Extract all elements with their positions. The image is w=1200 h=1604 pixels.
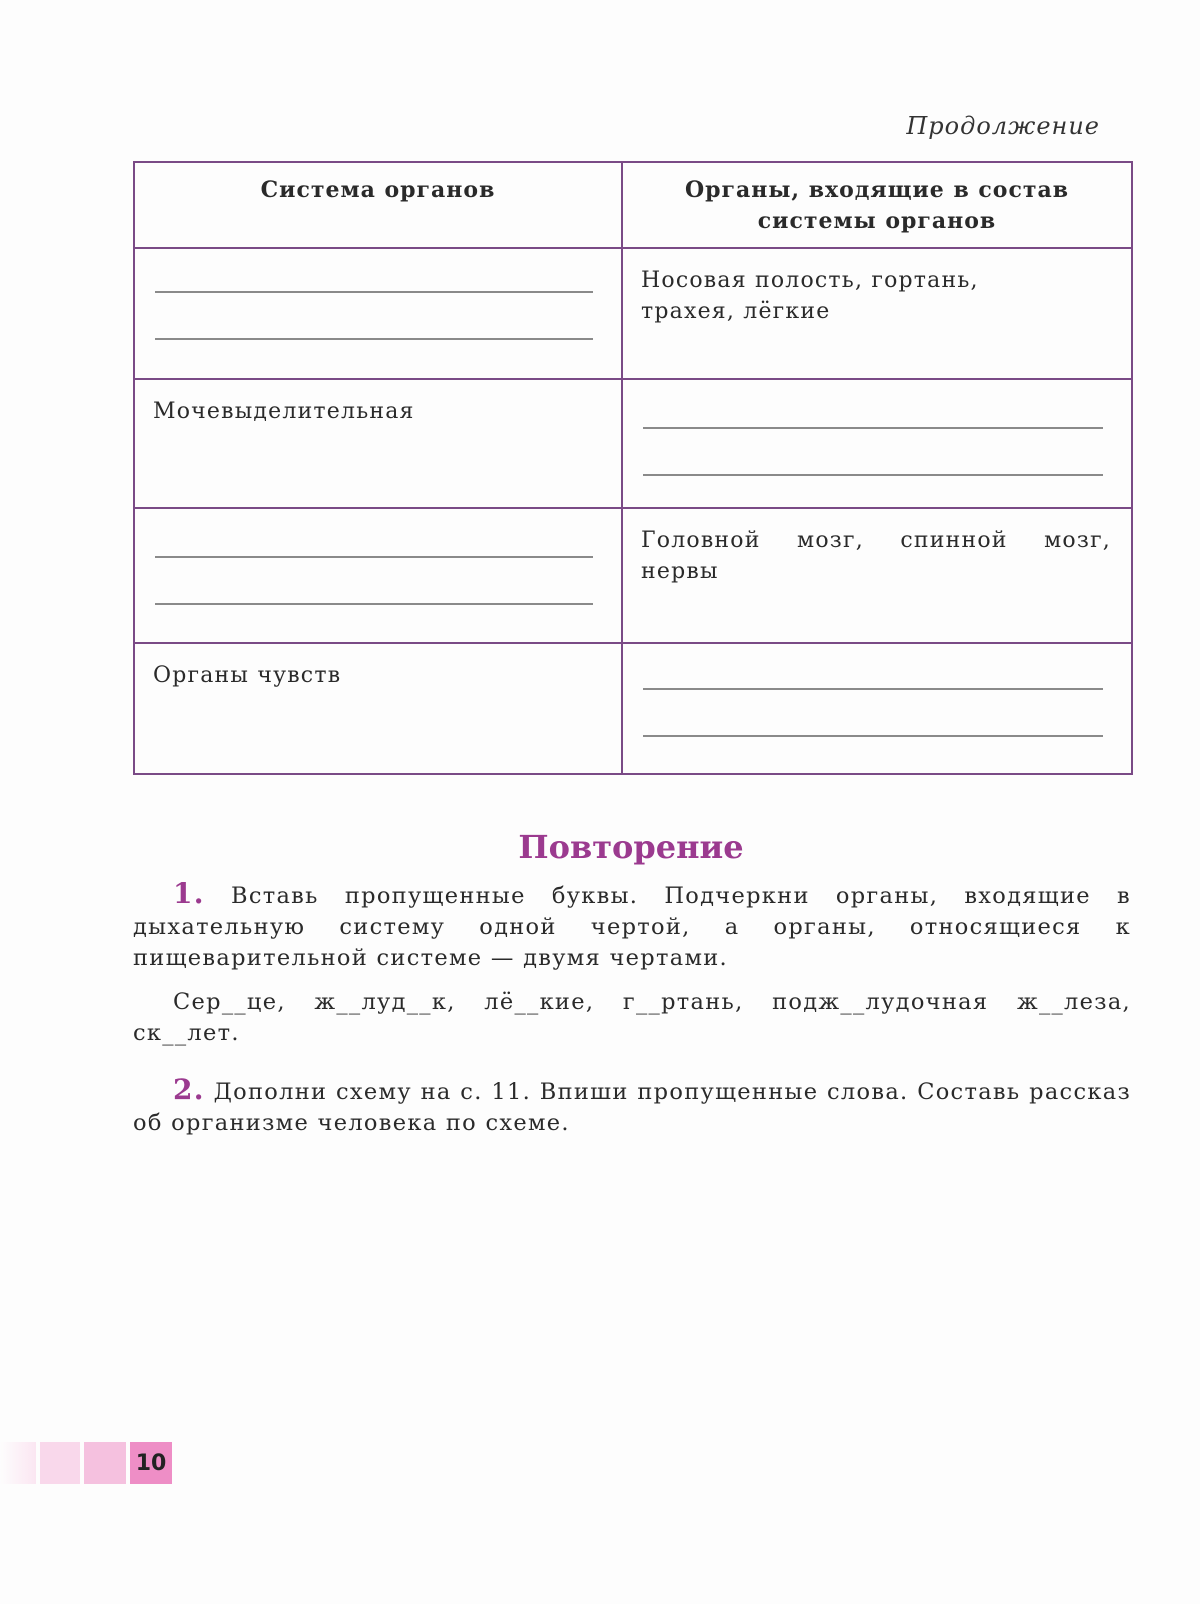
task-number: 1. bbox=[173, 877, 205, 910]
task-1-words: Сер__це, ж__луд__к, лё__кие, г__ртань, подж__лудочная ж__леза, ск__лет. bbox=[133, 989, 1131, 1046]
answer-line[interactable] bbox=[643, 474, 1103, 476]
table-row bbox=[134, 379, 1132, 508]
header-system: Система органов bbox=[134, 162, 622, 248]
task-2-text bbox=[133, 1074, 1131, 1139]
answer-line[interactable] bbox=[643, 427, 1103, 429]
system-cell-blank[interactable] bbox=[134, 248, 622, 379]
organs-text: Носовая полость, гортань, трахея, лёгкие bbox=[641, 268, 979, 324]
organs-text: Головной мозг, спинной мозг, нервы bbox=[641, 528, 1111, 584]
task-number: 2. bbox=[173, 1073, 205, 1106]
continuation-label: Продолжение bbox=[906, 112, 1100, 140]
page-number: 10 bbox=[130, 1442, 172, 1484]
organs-cell bbox=[622, 248, 1132, 379]
answer-line[interactable] bbox=[643, 735, 1103, 737]
answer-line[interactable] bbox=[155, 556, 593, 558]
answer-line[interactable] bbox=[155, 291, 593, 293]
answer-line[interactable] bbox=[643, 688, 1103, 690]
task-1-text bbox=[133, 878, 1131, 974]
table-row bbox=[134, 643, 1132, 774]
answer-line[interactable] bbox=[155, 338, 593, 340]
organs-cell bbox=[622, 508, 1132, 643]
table-header-row bbox=[134, 162, 1132, 248]
system-cell bbox=[134, 379, 622, 508]
section-title: Повторение bbox=[518, 828, 744, 866]
system-text: Мочевыделительная bbox=[153, 399, 415, 424]
system-text: Органы чувств bbox=[153, 663, 342, 688]
task-instructions: Вставь пропущенные буквы. Подчеркни органы, входящие в дыхательную систему одной чертой, а органы, относящиеся к пищеварительной системе — двумя чертами. bbox=[133, 883, 1131, 971]
system-cell bbox=[134, 643, 622, 774]
answer-line[interactable] bbox=[155, 603, 593, 605]
organ-systems-table bbox=[133, 161, 1133, 775]
organs-cell-blank[interactable] bbox=[622, 379, 1132, 508]
table-row bbox=[134, 508, 1132, 643]
task-instructions: Дополни схему на с. 11. Впиши пропущенные слова. Составь рассказ об организме человека по схеме. bbox=[133, 1079, 1132, 1136]
organs-cell-blank[interactable] bbox=[622, 643, 1132, 774]
system-cell-blank[interactable] bbox=[134, 508, 622, 643]
header-organs: Органы, входящие в состав системы органов bbox=[622, 162, 1132, 248]
table-row bbox=[134, 248, 1132, 379]
